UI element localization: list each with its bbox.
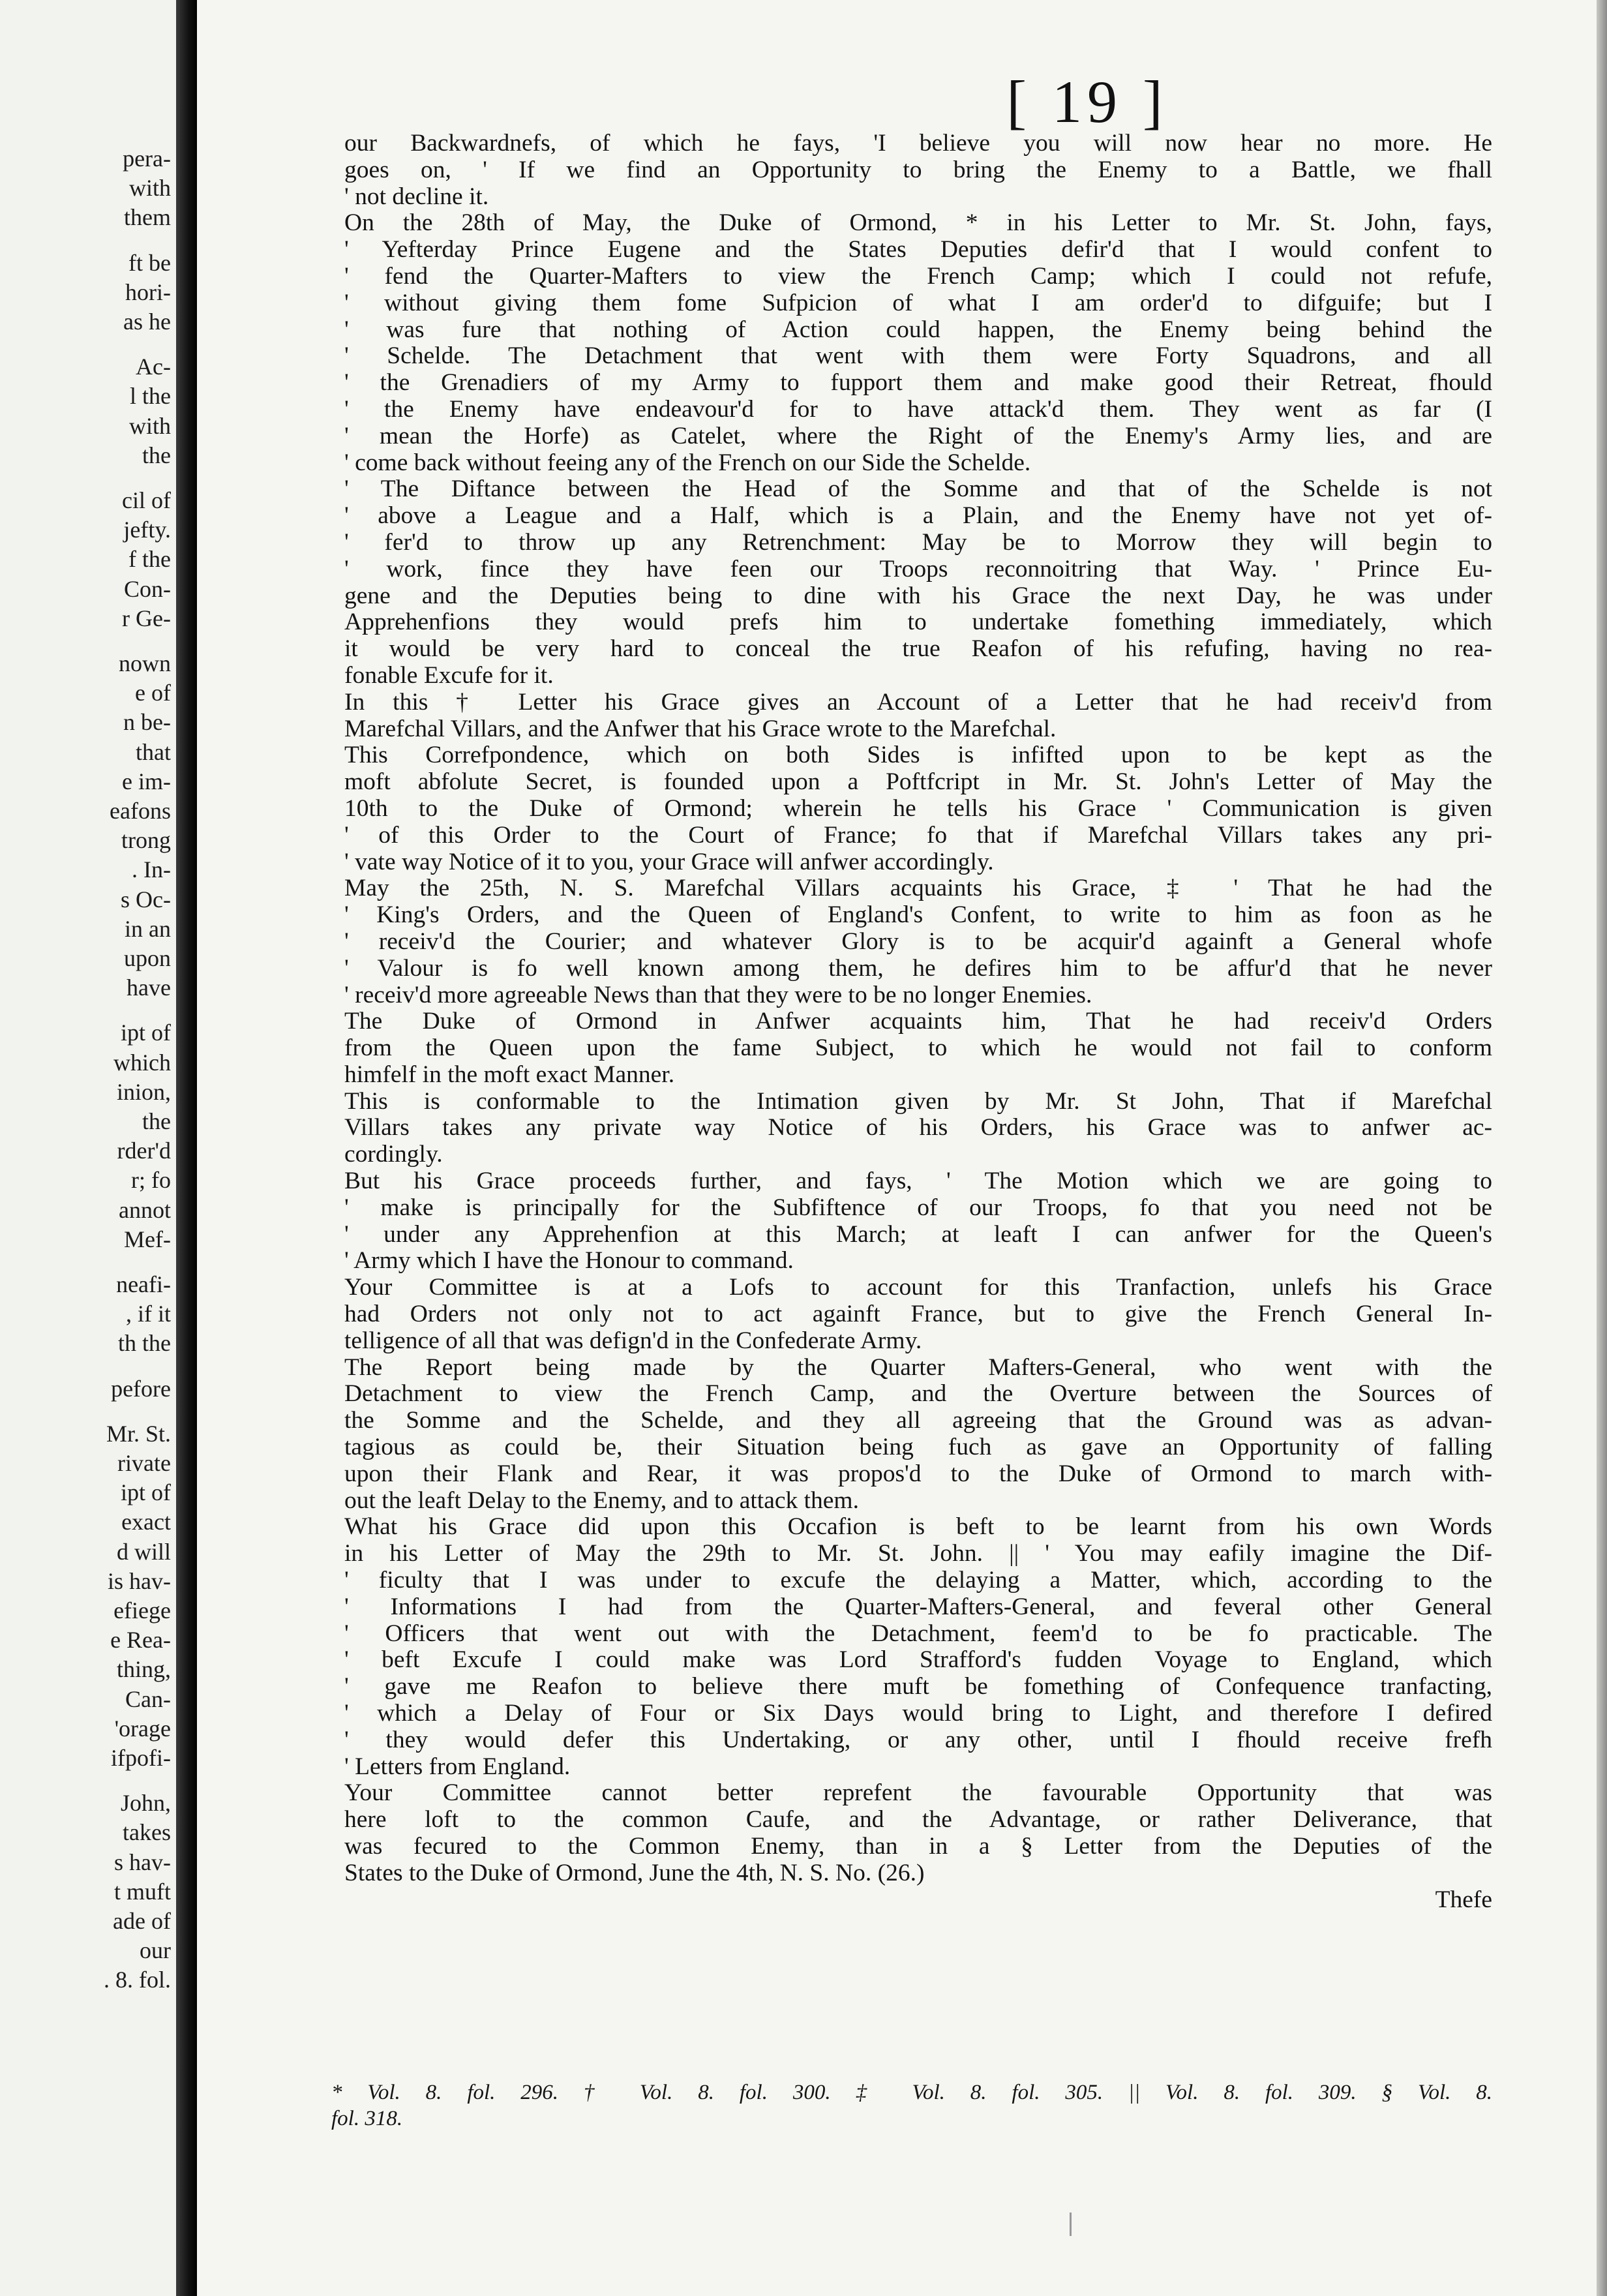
page-mark [1070, 2213, 1072, 2236]
text-line: The Duke of Ormond in Anfwer acquaints him, That he had receiv'd Orders [344, 1008, 1492, 1035]
facing-page-fragment-line: ipt of [121, 1479, 171, 1506]
text-line: ' receiv'd more agreeable News than that they were to be no longer Enemies. [344, 981, 1092, 1008]
text-line: had Orders not only not to act againft France, but to give the French General In- [344, 1301, 1492, 1328]
text-line: This Correfpondence, which on both Sides is infifted upon to be kept as the [344, 742, 1492, 769]
text-line: ' Letters from England. [344, 1753, 571, 1780]
facing-page-fragment-line: Can- [125, 1685, 171, 1712]
facing-page-fragment-line: r Ge- [122, 605, 171, 631]
facing-page-fragment-line: e Rea- [110, 1627, 171, 1654]
text-line: himfelf in the moft exact Manner. [344, 1061, 675, 1088]
facing-page-fragment-line: 'orage [114, 1715, 171, 1742]
text-line: ' Yefterday Prince Eugene and the States Deputies defir'd that I would confent to [344, 236, 1492, 264]
text-line: ' beft Excufe I could make was Lord Strafford's fudden Voyage to England, which [344, 1646, 1492, 1674]
facing-page-fragment-line: Mr. St. [106, 1420, 171, 1447]
text-line: ' mean the Horfe) as Catelet, where the Right of the Enemy's Army lies, and are [344, 422, 1492, 449]
facing-page-fragment-line: exact [121, 1509, 171, 1535]
facing-page-fragment-line: Mef- [124, 1226, 171, 1252]
facing-page-fragment-line: takes [123, 1819, 171, 1846]
text-line: ' not decline it. [344, 183, 489, 210]
text-line: ' vate way Notice of it to you, your Grace will anfwer accordingly. [344, 848, 994, 875]
text-line: ' make is principally for the Subfiftence of our Troops, fo that you need not be [344, 1194, 1492, 1221]
text-line: ' work, fince they have feen our Troops reconnoitring that Way. ' Prince Eu- [344, 555, 1492, 582]
facing-page-fragment-line: ifpofi- [111, 1745, 171, 1771]
text-line: Apprehenfions they would prefs him to undertake fomething immediately, which [344, 609, 1492, 636]
text-line: In this † Letter his Grace gives an Account of a Letter that he had receiv'd from [344, 688, 1492, 716]
facing-page-fragment-line: that [136, 738, 171, 765]
facing-page-fragment-line: t muft [114, 1878, 171, 1905]
facing-page-fragment-line: th the [118, 1330, 171, 1357]
text-line: moft abfolute Secret, is founded upon a Poftfcript in Mr. St. John's Letter of May the [344, 768, 1492, 796]
facing-page-fragment-line: which [113, 1049, 171, 1076]
facing-page-fragment-line: inion, [116, 1078, 171, 1105]
facing-page-fragment-line: . In- [132, 856, 171, 883]
facing-page-fragment-line: s hav- [114, 1849, 171, 1875]
facing-page-fragment-line: eafons [110, 798, 171, 824]
footnote-line: * Vol. 8. fol. 296. † Vol. 8. fol. 300. ‡ Vol. 8. fol. 305. || Vol. 8. fol. 309. § Vol. 8. [331, 2081, 1492, 2104]
text-line: Marefchal Villars, and the Anfwer that his Grace wrote to the Marefchal. [344, 715, 1057, 742]
facing-page-fragment-line: in an [125, 915, 171, 942]
text-line: ' the Enemy have endeavour'd for to have attack'd them. They went as far (I [344, 395, 1492, 423]
text-line: in his Letter of May the 29th to Mr. St. John. || ' You may eafily imagine the Dif- [344, 1540, 1492, 1567]
text-line: telligence of all that was defign'd in the Confederate Army. [344, 1327, 922, 1354]
facing-page-fragment-line: have [127, 974, 171, 1001]
text-line: ' King's Orders, and the Queen of England's Confent, to write to him as foon as he [344, 901, 1492, 929]
facing-page-fragment-line: pera- [123, 145, 171, 172]
text-line: cordingly. [344, 1141, 443, 1168]
page-edge [1597, 0, 1607, 2296]
text-line: here loft to the common Caufe, and the Advantage, or rather Deliverance, that [344, 1806, 1492, 1834]
text-line: goes on, ' If we find an Opportunity to bring the Enemy to a Battle, we fhall [344, 156, 1492, 183]
facing-page-fragment-line: Con- [124, 575, 171, 602]
text-line: ' under any Apprehenfion at this March; at leaft I can anfwer for the Queen's [344, 1220, 1492, 1248]
facing-page-fragment-line: d will [116, 1538, 171, 1565]
facing-page-fragment-line: efiege [113, 1597, 171, 1624]
facing-page-fragment-line: n be- [123, 709, 171, 736]
text-line: ' was fure that nothing of Action could happen, the Enemy being behind the [344, 316, 1492, 343]
text-line: ' Officers that went out with the Detachment, feem'd to be fo practicable. The [344, 1620, 1492, 1647]
book-spine [176, 0, 197, 2296]
text-line: ' The Diftance between the Head of the Somme and that of the Schelde is not [344, 476, 1492, 503]
facing-page-fragment-line: ade of [113, 1908, 171, 1934]
facing-page-fragment-line: l the [130, 383, 171, 410]
facing-page-fragment-line: rder'd [117, 1138, 171, 1164]
facing-page-fragment-line: them [124, 204, 171, 231]
text-line: This is conformable to the Intimation given by Mr. St John, That if Marefchal [344, 1087, 1492, 1115]
facing-page-fragment-line: e im- [122, 768, 171, 794]
text-line: our Backwardnefs, of which he fays, 'I believe you will now hear no more. He [344, 130, 1492, 157]
text-line: fonable Excufe for it. [344, 661, 554, 689]
text-line: What his Grace did upon this Occafion is beft to be learnt from his own Words [344, 1513, 1492, 1541]
facing-page-fragment-line: s Oc- [121, 886, 171, 913]
text-line: ' they would defer this Undertaking, or any other, until I fhould receive frefh [344, 1726, 1492, 1753]
text-line: Detachment to view the French Camp, and the Overture between the Sources of [344, 1380, 1492, 1408]
facing-page-fragment-line: upon [124, 945, 171, 971]
text-line: States to the Duke of Ormond, June the 4th, N. S. No. (26.) [344, 1859, 925, 1886]
body-text [344, 130, 1492, 1913]
text-line: Villars takes any private way Notice of his Orders, his Grace was to anfwer ac- [344, 1114, 1492, 1141]
facing-page-fragment-line: the [142, 1108, 171, 1134]
text-line: ' which a Delay of Four or Six Days would bring to Light, and therefore I defired [344, 1700, 1492, 1727]
text-line: ' fend the Quarter-Mafters to view the French Camp; which I could not refufe, [344, 262, 1492, 290]
facing-page-fragment-line: annot [119, 1196, 171, 1223]
facing-page-fragment-line: e of [135, 680, 171, 706]
facing-page-fragment-line: nown [119, 650, 171, 676]
text-line: But his Grace proceeds further, and fays, ' The Motion which we are going to [344, 1168, 1492, 1195]
facing-page-fragment-line: with [128, 175, 171, 202]
text-line: it would be very hard to conceal the true Reafon of his refufing, having no rea- [344, 635, 1492, 663]
text-line: ' without giving them fome Sufpicion of what I am order'd to difguife; but I [344, 289, 1492, 316]
facing-page-fragment-line: ft be [128, 249, 171, 276]
facing-page-fragment-line: is hav- [108, 1567, 171, 1594]
facing-page-fragment-line: jefty. [123, 517, 171, 543]
text-line: ' receiv'd the Courier; and whatever Glory is to be acquir'd againft a General whofe [344, 928, 1492, 955]
facing-page-fragment-line: with [128, 412, 171, 439]
page-number: [ 19 ] [1006, 68, 1168, 135]
text-line: On the 28th of May, the Duke of Ormond, * in his Letter to Mr. St. John, fays, [344, 209, 1492, 237]
facing-page-fragment-line: rivate [117, 1450, 171, 1476]
text-line: ' gave me Reafon to believe there muft be fomething of Confequence tranfacting, [344, 1673, 1492, 1700]
text-line: ' of this Order to the Court of France; fo that if Marefchal Villars takes any pri- [344, 821, 1492, 849]
facing-page-fragment-line: neafi- [116, 1271, 171, 1297]
text-line: ' Informations I had from the Quarter-Mafters-General, and feveral other General [344, 1593, 1492, 1620]
facing-page-fragment-line: hori- [125, 279, 171, 305]
facing-page-fragment-line: r; fo [131, 1167, 171, 1194]
text-line: 10th to the Duke of Ormond; wherein he tells his Grace ' Communication is given [344, 794, 1492, 822]
text-line: The Report being made by the Quarter Mafters-General, who went with the [344, 1353, 1492, 1381]
text-line: the Somme and the Schelde, and they all agreeing that the Ground was as advan- [344, 1407, 1492, 1434]
text-line: gene and the Deputies being to dine with his Grace the next Day, he was under [344, 582, 1492, 609]
text-line: ' ficulty that I was under to excufe the delaying a Matter, which, according to the [344, 1567, 1492, 1594]
text-line: Thefe [1435, 1886, 1492, 1913]
facing-page-fragment-line: thing, [116, 1656, 171, 1683]
text-line: ' Schelde. The Detachment that went with them were Forty Squadrons, and all [344, 342, 1492, 370]
text-line: ' the Grenadiers of my Army to fupport them and make good their Retreat, fhould [344, 369, 1492, 397]
text-line: from the Queen upon the fame Subject, to which he would not fail to conform [344, 1035, 1492, 1062]
footnotes [331, 2079, 1492, 2132]
facing-page-fragment-line: , if it [126, 1301, 171, 1327]
text-line: ' Valour is fo well known among them, he defires him to be affur'd that he never [344, 954, 1492, 982]
text-line: Your Committee is at a Lofs to account for this Tranfaction, unlefs his Grace [344, 1274, 1492, 1301]
facing-page-fragment-line: our [140, 1937, 171, 1964]
text-line: was fecured to the Common Enemy, than in a § Letter from the Deputies of the [344, 1833, 1492, 1860]
facing-page-fragment-line: ipt of [121, 1020, 171, 1046]
document-page [197, 0, 1597, 2296]
facing-page-fragment-line: trong [121, 827, 171, 854]
text-line: May the 25th, N. S. Marefchal Villars acquaints his Grace, ‡ ' That he had the [344, 875, 1492, 902]
text-line: upon their Flank and Rear, it was propos'd to the Duke of Ormond to march with- [344, 1460, 1492, 1487]
facing-page-fragment-line: John, [120, 1790, 171, 1817]
text-line: ' fer'd to throw up any Retrenchment: May be to Morrow they will begin to [344, 528, 1492, 556]
facing-page-fragment-line: Ac- [136, 354, 171, 380]
text-line: Your Committee cannot better reprefent the favourable Opportunity that was [344, 1779, 1492, 1807]
text-line: tagious as could be, their Situation being fuch as gave an Opportunity of falling [344, 1434, 1492, 1461]
text-line: out the leaft Delay to the Enemy, and to attack them. [344, 1487, 859, 1514]
facing-page-fragment-line: pefore [111, 1375, 171, 1402]
footnote-line: fol. 318. [331, 2107, 403, 2130]
text-line: ' Army which I have the Honour to command. [344, 1247, 794, 1275]
facing-page-fragment [0, 0, 177, 2296]
facing-page-fragment-line: f the [128, 546, 171, 573]
facing-page-fragment-line: . 8. fol. [104, 1967, 171, 1993]
facing-page-fragment-line: the [142, 442, 171, 468]
text-line: ' come back without feeing any of the French on our Side the Schelde. [344, 449, 1031, 476]
facing-page-fragment-line: as he [123, 309, 171, 335]
text-line: ' above a League and a Half, which is a Plain, and the Enemy have not yet of- [344, 502, 1492, 530]
facing-page-fragment-line: cil of [122, 487, 171, 513]
